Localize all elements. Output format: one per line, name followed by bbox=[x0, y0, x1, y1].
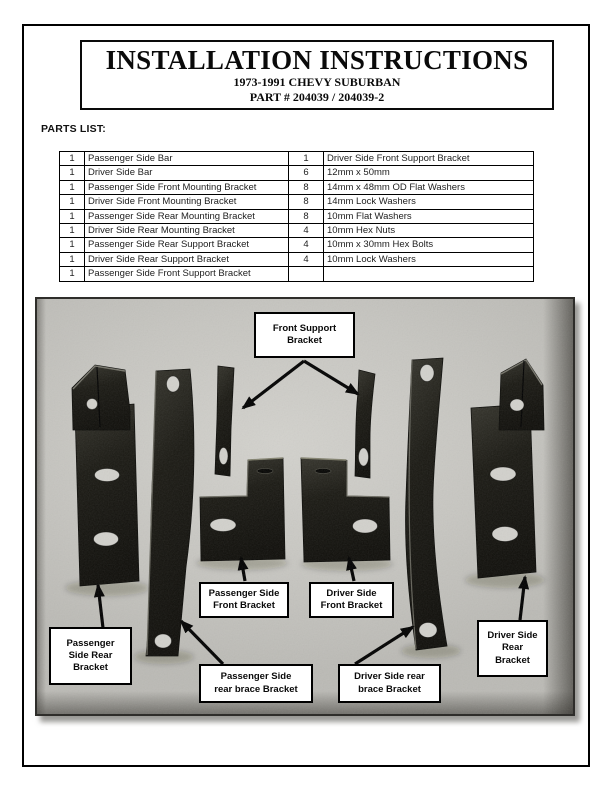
callout-driver-side-front-bracket bbox=[309, 582, 394, 618]
qty-cell: 6 bbox=[289, 166, 324, 180]
item-cell bbox=[324, 267, 534, 281]
item-cell: Passenger Side Rear Mounting Bracket bbox=[85, 209, 289, 223]
qty-cell: 1 bbox=[289, 152, 324, 166]
item-cell: Driver Side Rear Mounting Bracket bbox=[85, 223, 289, 237]
table-row bbox=[60, 223, 534, 237]
qty-cell: 8 bbox=[289, 209, 324, 223]
callout-line: Passenger Side bbox=[220, 671, 292, 683]
qty-cell: 8 bbox=[289, 180, 324, 194]
qty-cell: 4 bbox=[289, 223, 324, 237]
item-cell: 10mm Flat Washers bbox=[324, 209, 534, 223]
qty-cell: 1 bbox=[60, 252, 85, 266]
table-row bbox=[60, 238, 534, 252]
document-subtitle: 1973-1991 CHEVY SUBURBAN bbox=[233, 75, 401, 89]
qty-cell: 4 bbox=[289, 252, 324, 266]
callout-driver-side-rear-brace-bracket bbox=[338, 664, 441, 703]
callout-front-support-bracket bbox=[254, 312, 355, 358]
item-cell: 14mm Lock Washers bbox=[324, 195, 534, 209]
item-cell: Driver Side Front Mounting Bracket bbox=[85, 195, 289, 209]
item-cell: Driver Side Front Support Bracket bbox=[324, 152, 534, 166]
part-number: PART # 204039 / 204039-2 bbox=[249, 90, 385, 104]
item-cell: 10mm Hex Nuts bbox=[324, 223, 534, 237]
qty-cell: 1 bbox=[60, 209, 85, 223]
item-cell: 14mm x 48mm OD Flat Washers bbox=[324, 180, 534, 194]
callout-line: Rear bbox=[501, 642, 524, 654]
qty-cell: 1 bbox=[60, 166, 85, 180]
callout-line: Bracket bbox=[495, 654, 530, 666]
parts-list-heading: PARTS LIST: bbox=[41, 123, 107, 135]
callout-passenger-side-front-bracket bbox=[199, 582, 289, 618]
parts-list-table bbox=[59, 151, 534, 282]
table-row bbox=[60, 166, 534, 180]
qty-cell: 8 bbox=[289, 195, 324, 209]
qty-cell: 1 bbox=[60, 238, 85, 252]
callout-passenger-side-rear-bracket bbox=[49, 627, 132, 685]
qty-cell: 1 bbox=[60, 223, 85, 237]
qty-cell: 1 bbox=[60, 267, 85, 281]
item-cell: 12mm x 50mm bbox=[324, 166, 534, 180]
callout-line: Front Bracket bbox=[320, 600, 383, 611]
callout-line: Front Bracket bbox=[213, 600, 275, 611]
callout-line: Front Support bbox=[272, 322, 337, 334]
callout-line: Passenger bbox=[66, 637, 115, 649]
callout-line: Driver Side rear bbox=[354, 671, 425, 683]
parts-photo bbox=[35, 297, 575, 716]
callout-line: brace Bracket bbox=[358, 683, 421, 695]
qty-cell: 1 bbox=[60, 152, 85, 166]
title-box bbox=[80, 40, 554, 110]
callout-line: Side Rear bbox=[68, 649, 113, 661]
item-cell: Passenger Side Front Mounting Bracket bbox=[85, 180, 289, 194]
item-cell: Driver Side Bar bbox=[85, 166, 289, 180]
qty-cell: 1 bbox=[60, 180, 85, 194]
callout-line: Bracket bbox=[287, 335, 322, 346]
item-cell: 10mm Lock Washers bbox=[324, 252, 534, 266]
callout-line: rear brace Bracket bbox=[214, 683, 298, 695]
item-cell: 10mm x 30mm Hex Bolts bbox=[324, 238, 534, 252]
qty-cell: 1 bbox=[60, 195, 85, 209]
item-cell: Driver Side Rear Support Bracket bbox=[85, 252, 289, 266]
callout-passenger-side-rear-brace-bracket bbox=[199, 664, 313, 703]
table-row bbox=[60, 180, 534, 194]
callout-line: Bracket bbox=[73, 662, 108, 674]
table-row bbox=[60, 252, 534, 266]
table-row bbox=[60, 267, 534, 281]
item-cell: Passenger Side Front Support Bracket bbox=[85, 267, 289, 281]
callout-line: Driver Side bbox=[487, 630, 538, 642]
table-row bbox=[60, 209, 534, 223]
item-cell: Passenger Side Bar bbox=[85, 152, 289, 166]
table-row bbox=[60, 195, 534, 209]
qty-cell: 4 bbox=[289, 238, 324, 252]
table-row bbox=[60, 152, 534, 166]
callout-line: Driver Side bbox=[326, 587, 377, 599]
callout-line: Passenger Side bbox=[208, 587, 280, 599]
qty-cell bbox=[289, 267, 324, 281]
item-cell: Passenger Side Rear Support Bracket bbox=[85, 238, 289, 252]
document-title: INSTALLATION INSTRUCTIONS bbox=[105, 45, 529, 75]
callout-driver-side-rear-bracket bbox=[477, 620, 548, 677]
